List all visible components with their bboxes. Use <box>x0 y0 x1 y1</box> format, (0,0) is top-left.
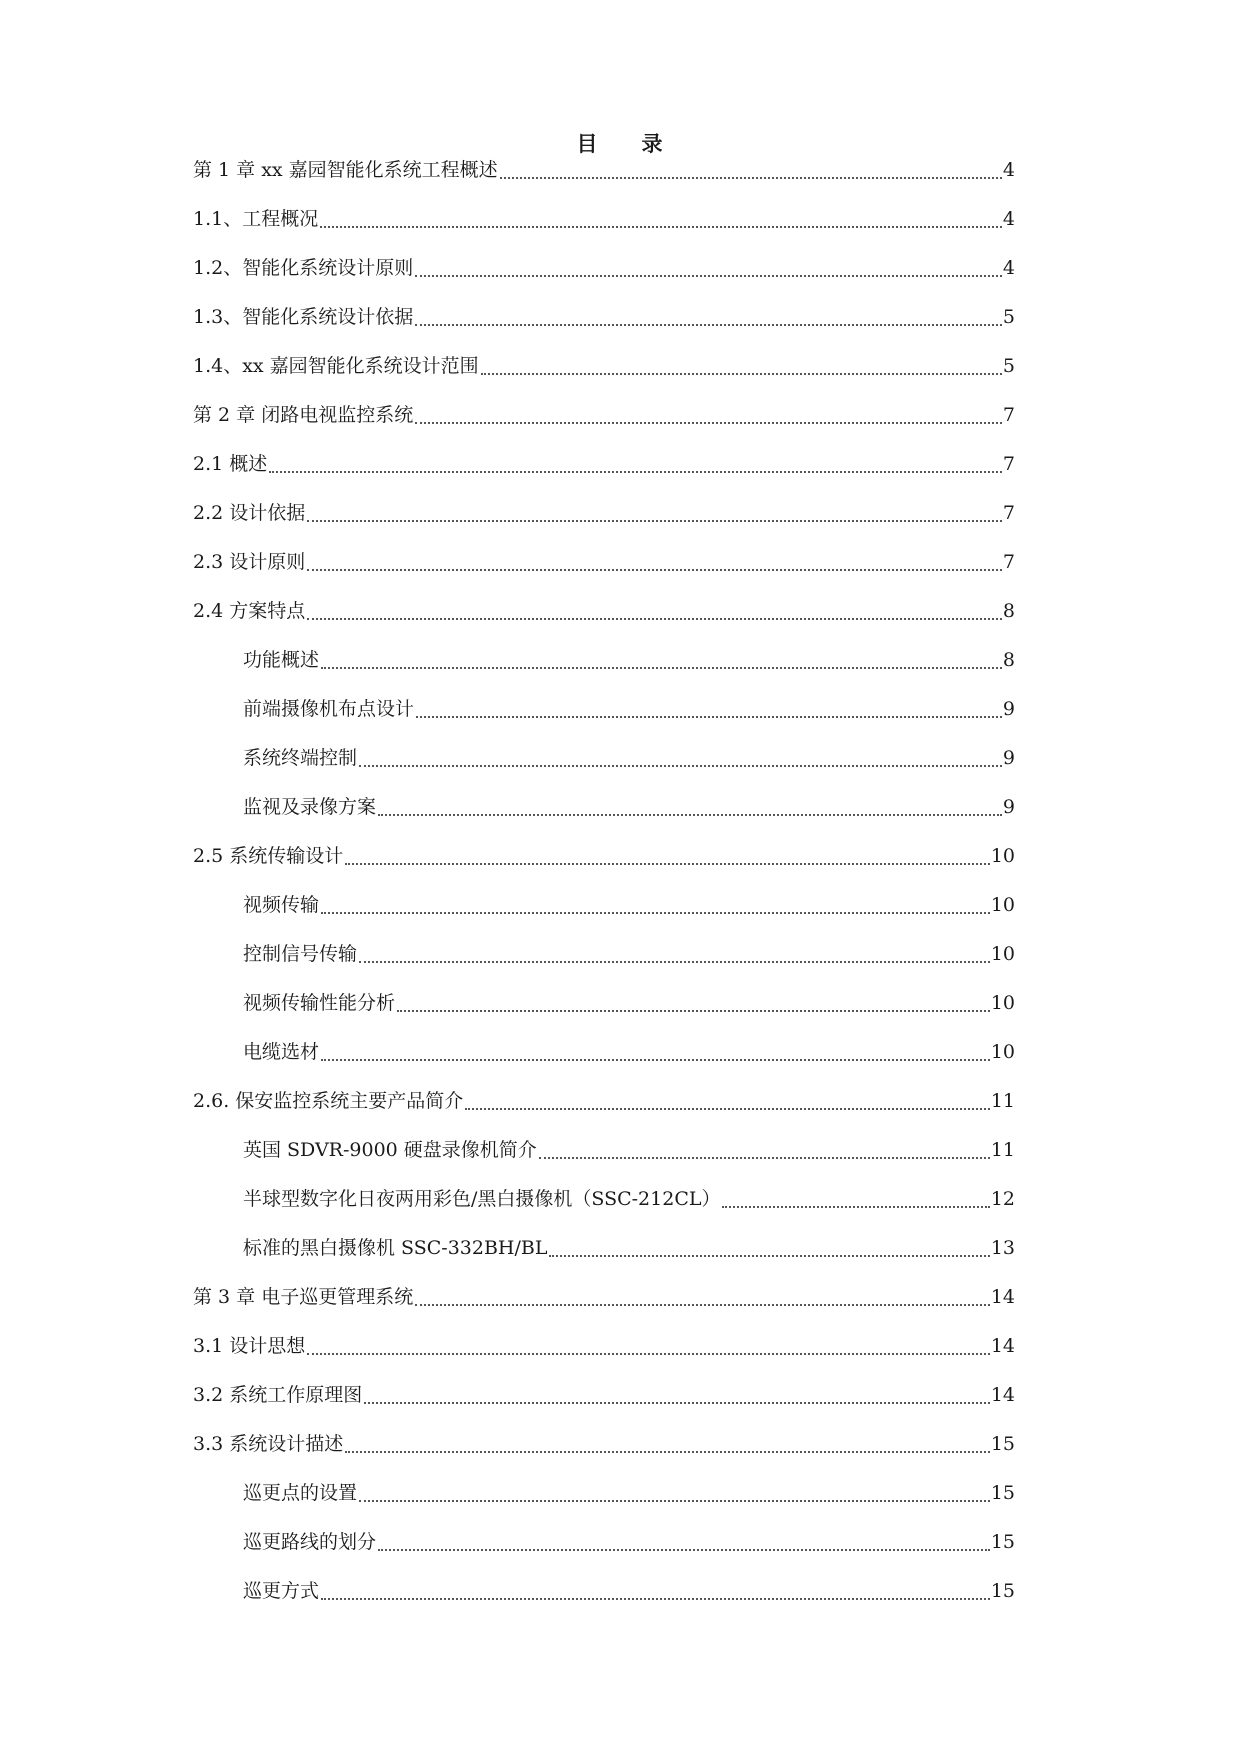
toc-entry-page: 5 <box>1002 306 1015 328</box>
toc-entry-label: 功能概述 <box>243 649 320 671</box>
toc-entry-page: 8 <box>1002 649 1015 671</box>
toc-dot-leader <box>378 814 1002 816</box>
toc-entry-page: 7 <box>1002 502 1015 524</box>
toc-entry[interactable] <box>243 694 1015 724</box>
toc-entry-label: 3.1 设计思想 <box>193 1335 306 1357</box>
toc-dot-leader <box>378 1549 990 1551</box>
toc-entry-page: 4 <box>1002 159 1015 181</box>
toc-entry-page: 11 <box>990 1139 1015 1161</box>
toc-dot-leader <box>415 1304 990 1306</box>
toc-dot-leader <box>465 1108 990 1110</box>
toc-entry[interactable] <box>193 204 1015 234</box>
toc-title-right: 录 <box>641 131 665 156</box>
toc-entry[interactable] <box>193 547 1015 577</box>
toc-entry-label: 前端摄像机布点设计 <box>243 698 415 720</box>
toc-entry-page: 14 <box>990 1384 1015 1406</box>
toc-entry[interactable] <box>243 1576 1015 1606</box>
toc-entry-page: 14 <box>990 1286 1015 1308</box>
toc-entry[interactable] <box>243 988 1015 1018</box>
toc-dot-leader <box>307 618 1002 620</box>
toc-entry-page: 10 <box>990 943 1015 965</box>
toc-title-left: 目 <box>576 131 600 156</box>
toc-entry[interactable] <box>243 1184 1015 1214</box>
toc-entry[interactable] <box>193 1429 1015 1459</box>
toc-entry-label: 1.4、xx 嘉园智能化系统设计范围 <box>193 355 479 377</box>
toc-entry[interactable] <box>243 792 1015 822</box>
toc-dot-leader <box>345 1451 990 1453</box>
toc-entry[interactable] <box>193 400 1015 430</box>
toc-entry-page: 15 <box>990 1482 1015 1504</box>
toc-dot-leader <box>722 1206 989 1208</box>
toc-entry[interactable] <box>243 1135 1015 1165</box>
toc-entry-label: 半球型数字化日夜两用彩色/黑白摄像机（SSC-212CL） <box>243 1188 721 1210</box>
toc-dot-leader <box>269 471 1002 473</box>
toc-entry-label: 英国 SDVR-9000 硬盘录像机简介 <box>243 1139 537 1161</box>
toc-entry-label: 监视及录像方案 <box>243 796 377 818</box>
toc-entry-label: 2.1 概述 <box>193 453 268 475</box>
toc-entry-label: 1.2、智能化系统设计原则 <box>193 257 414 279</box>
toc-entry-label: 3.2 系统工作原理图 <box>193 1384 363 1406</box>
toc-dot-leader <box>307 520 1002 522</box>
toc-entry-page: 15 <box>990 1580 1015 1602</box>
toc-entry[interactable] <box>193 155 1015 185</box>
toc-entry-label: 电缆选材 <box>243 1041 320 1063</box>
toc-entry-page: 13 <box>990 1237 1015 1259</box>
toc-entry-page: 15 <box>990 1433 1015 1455</box>
toc-entry-label: 1.1、工程概况 <box>193 208 319 230</box>
toc-dot-leader <box>364 1402 990 1404</box>
toc-entry-page: 11 <box>990 1090 1015 1112</box>
toc-dot-leader <box>415 422 1002 424</box>
toc-entry-page: 12 <box>990 1188 1015 1210</box>
toc-entry[interactable] <box>243 939 1015 969</box>
toc-dot-leader <box>549 1255 989 1257</box>
toc-entry-page: 7 <box>1002 404 1015 426</box>
toc-entry-page: 5 <box>1002 355 1015 377</box>
toc-entry-label: 1.3、智能化系统设计依据 <box>193 306 414 328</box>
toc-entry[interactable] <box>193 351 1015 381</box>
toc-entry-page: 9 <box>1002 747 1015 769</box>
toc-entry-label: 2.4 方案特点 <box>193 600 306 622</box>
toc-entry[interactable] <box>243 1478 1015 1508</box>
toc-dot-leader <box>307 1353 990 1355</box>
toc-entry-label: 第 1 章 xx 嘉园智能化系统工程概述 <box>193 159 498 181</box>
toc-dot-leader <box>320 226 1002 228</box>
toc-entry-page: 9 <box>1002 796 1015 818</box>
toc-entry[interactable] <box>243 645 1015 675</box>
toc-dot-leader <box>359 961 990 963</box>
toc-entry-page: 9 <box>1002 698 1015 720</box>
toc-entry[interactable] <box>193 1282 1015 1312</box>
toc-entry-label: 2.3 设计原则 <box>193 551 306 573</box>
toc-dot-leader <box>321 912 990 914</box>
toc-dot-leader <box>416 716 1002 718</box>
toc-dot-leader <box>307 569 1002 571</box>
toc-entry[interactable] <box>193 449 1015 479</box>
toc-entry[interactable] <box>193 498 1015 528</box>
toc-entry-page: 10 <box>990 845 1015 867</box>
toc-entry-label: 系统终端控制 <box>243 747 358 769</box>
toc-dot-leader <box>359 1500 990 1502</box>
toc-entry[interactable] <box>243 1527 1015 1557</box>
toc-entry-label: 巡更点的设置 <box>243 1482 358 1504</box>
toc-dot-leader <box>539 1157 990 1159</box>
toc-entry-label: 巡更方式 <box>243 1580 320 1602</box>
toc-entry-page: 4 <box>1002 257 1015 279</box>
toc-title <box>0 128 1241 158</box>
toc-entry-label: 第 2 章 闭路电视监控系统 <box>193 404 414 426</box>
toc-entry[interactable] <box>193 1380 1015 1410</box>
toc-entry[interactable] <box>193 1086 1015 1116</box>
toc-entry[interactable] <box>193 302 1015 332</box>
toc-entry[interactable] <box>243 743 1015 773</box>
toc-entry-page: 15 <box>990 1531 1015 1553</box>
toc-entry[interactable] <box>193 1331 1015 1361</box>
toc-entry-label: 控制信号传输 <box>243 943 358 965</box>
toc-entry-label: 2.2 设计依据 <box>193 502 306 524</box>
toc-dot-leader <box>321 1059 990 1061</box>
toc-entry[interactable] <box>193 596 1015 626</box>
toc-dot-leader <box>500 177 1002 179</box>
toc-entry[interactable] <box>193 253 1015 283</box>
toc-dot-leader <box>321 1598 990 1600</box>
toc-dot-leader <box>359 765 1002 767</box>
toc-entry-page: 14 <box>990 1335 1015 1357</box>
toc-entry[interactable] <box>193 841 1015 871</box>
toc-dot-leader <box>345 863 990 865</box>
toc-dot-leader <box>481 373 1002 375</box>
toc-entry-page: 7 <box>1002 453 1015 475</box>
toc-entry-page: 7 <box>1002 551 1015 573</box>
toc-entry-label: 2.6. 保安监控系统主要产品简介 <box>193 1090 464 1112</box>
toc-entry-page: 8 <box>1002 600 1015 622</box>
toc-entry[interactable] <box>243 1233 1015 1263</box>
toc-entry-label: 标准的黑白摄像机 SSC-332BH/BL <box>243 1237 548 1259</box>
toc-entry-page: 10 <box>990 894 1015 916</box>
toc-entry-page: 4 <box>1002 208 1015 230</box>
toc-dot-leader <box>415 324 1002 326</box>
toc-entry-page: 10 <box>990 1041 1015 1063</box>
toc-entry-page: 10 <box>990 992 1015 1014</box>
toc-dot-leader <box>321 667 1002 669</box>
toc-entry-label: 视频传输性能分析 <box>243 992 396 1014</box>
toc-entry-label: 3.3 系统设计描述 <box>193 1433 344 1455</box>
toc-entry-label: 巡更路线的划分 <box>243 1531 377 1553</box>
toc-entry[interactable] <box>243 890 1015 920</box>
toc-entry-label: 第 3 章 电子巡更管理系统 <box>193 1286 414 1308</box>
toc-dot-leader <box>397 1010 990 1012</box>
toc-entry-label: 视频传输 <box>243 894 320 916</box>
toc-entry[interactable] <box>243 1037 1015 1067</box>
toc-entry-label: 2.5 系统传输设计 <box>193 845 344 867</box>
toc-dot-leader <box>415 275 1002 277</box>
